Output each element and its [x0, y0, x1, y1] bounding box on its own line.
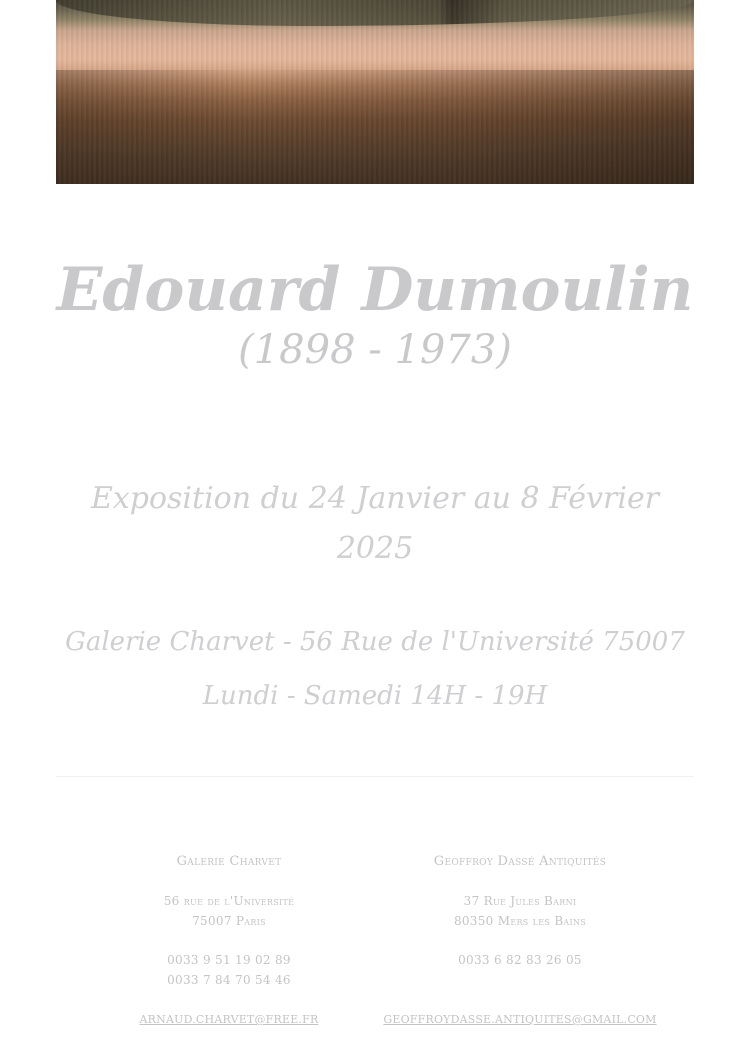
contact-name: Galerie Charvet	[176, 854, 282, 869]
phone-spacer	[380, 970, 660, 990]
contact-email-link[interactable]: ARNAUD.CHARVET@FREE.FR	[139, 1013, 319, 1026]
contact-address-line: 80350 Mers les Bains	[453, 914, 587, 928]
contact-address	[114, 891, 344, 931]
footer-contact-geoffroy-dasse	[380, 852, 660, 1030]
painting-hero-image	[56, 0, 694, 184]
gallery-address: Galerie Charvet - 56 Rue de l'Université 75007	[65, 627, 685, 657]
footer-divider	[56, 776, 694, 777]
artist-name: Edouard Dumoulin	[56, 255, 694, 325]
contact-address-line: 37 Rue Jules Barni	[463, 894, 577, 908]
painting-canvas-texture	[56, 0, 694, 184]
contact-address-line: 56 rue de l'Université	[163, 894, 295, 908]
contact-phone: 0033 7 84 70 54 46	[167, 973, 291, 987]
contact-phones	[380, 950, 660, 990]
contact-email-link[interactable]: GEOFFROYDASSE.ANTIQUITES@GMAIL.COM	[383, 1013, 657, 1026]
exhibition-dates: Exposition du 24 Janvier au 8 Février 2025	[90, 481, 660, 566]
contact-phone: 0033 9 51 19 02 89	[167, 953, 291, 967]
contact-address-line: 75007 Paris	[192, 914, 266, 928]
contact-name: Geoffroy Dassé Antiquités	[433, 854, 607, 869]
contact-phones	[114, 950, 344, 990]
contact-address	[380, 891, 660, 931]
opening-hours: Lundi - Samedi 14H - 19H	[202, 681, 548, 711]
artist-life-dates: (1898 - 1973)	[238, 327, 512, 373]
contact-phone: 0033 6 82 83 26 05	[458, 953, 582, 967]
footer-contact-galerie-charvet	[114, 852, 344, 1030]
